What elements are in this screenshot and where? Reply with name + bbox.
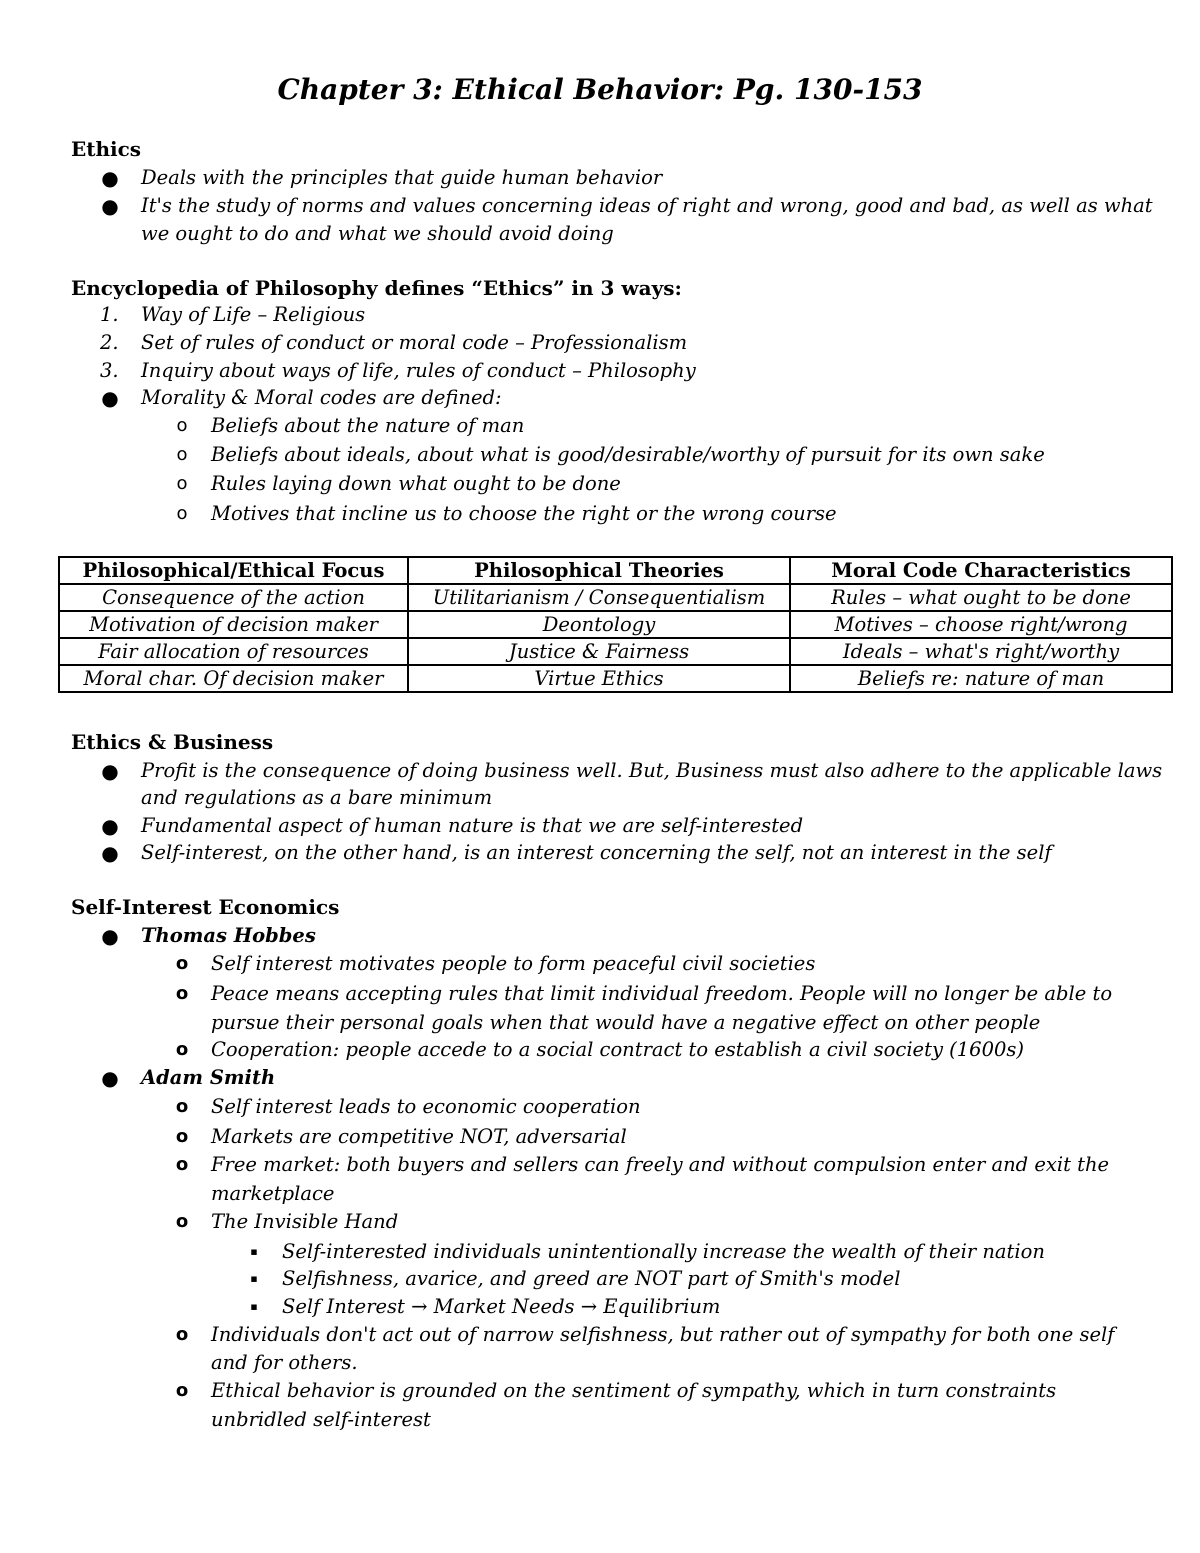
list-number: 2. [100,331,119,354]
sub-list-item: Individuals don't act out of narrow selfishness, but rather out of sympathy for both one self [211,1323,1115,1346]
sub-sub-list-item: Selfishness, avarice, and greed are NOT part of Smith's model [282,1267,901,1290]
column-header: Philosophical/Ethical Focus [59,557,408,584]
bullet-circle-icon: o [175,983,189,1004]
table-cell: Ideals – what's right/worthy [790,638,1172,665]
sub-list-item: Rules laying down what ought to be done [211,472,621,495]
table-cell: Beliefs re: nature of man [790,665,1172,692]
sub-list-item: Self interest leads to economic cooperation [211,1095,641,1118]
bullet-circle-icon: o [176,473,188,494]
bullet-circle-icon: o [175,1324,189,1345]
table-cell: Virtue Ethics [408,665,790,692]
list-item-hobbes: Thomas Hobbes [141,924,316,947]
bullet-circle-icon: o [175,1380,189,1401]
sub-list-item: Motives that incline us to choose the right or the wrong course [211,502,837,525]
section-heading-encyclopedia: Encyclopedia of Philosophy defines “Ethics” in 3 ways: [71,276,682,300]
page-title: Chapter 3: Ethical Behavior: Pg. 130-153 [277,73,923,106]
table-cell: Moral char. Of decision maker [59,665,408,692]
list-item: Self-interest, on the other hand, is an interest concerning the self, not an interest in the self [141,841,1052,864]
table-header-row [59,557,1172,584]
list-item: Set of rules of conduct or moral code – Professionalism [141,331,688,354]
bullet-circle-icon: o [175,1211,189,1232]
sub-list-item: Free market: both buyers and sellers can freely and without compulsion enter and exit the [211,1153,1110,1176]
table-row [59,638,1172,665]
bullet-circle-icon: o [176,415,188,436]
table-cell: Justice & Fairness [408,638,790,665]
list-item-continuation: and regulations as a bare minimum [141,786,493,809]
sub-list-item: Peace means accepting rules that limit individual freedom. People will no longer be able to [211,982,1113,1005]
bullet-circle-icon: o [176,444,188,465]
section-heading-ethics: Ethics [71,137,142,161]
sub-list-item: The Invisible Hand [211,1210,399,1233]
sub-list-item-continuation: marketplace [211,1182,335,1205]
ethics-theories-table [58,556,1173,693]
bullet-square-icon: ▪ [250,1272,258,1285]
bullet-circle-icon: o [175,953,189,974]
table-cell: Fair allocation of resources [59,638,408,665]
list-number: 3. [100,359,119,382]
table-row [59,611,1172,638]
bullet-disc-icon: ● [101,194,119,218]
section-heading-self-interest: Self-Interest Economics [71,895,340,919]
list-item-smith: Adam Smith [141,1066,276,1089]
sub-list-item-continuation: pursue their personal goals when that would have a negative effect on other people [211,1011,1041,1034]
bullet-disc-icon: ● [101,841,119,865]
sub-list-item: Markets are competitive NOT, adversarial [211,1125,627,1148]
bullet-disc-icon: ● [101,759,119,783]
bullet-circle-icon: o [175,1039,189,1060]
bullet-disc-icon: ● [101,386,119,410]
table-cell: Utilitarianism / Consequentialism [408,584,790,611]
list-item: Deals with the principles that guide human behavior [141,166,663,189]
bullet-square-icon: ▪ [250,1300,258,1313]
section-heading-ethics-business: Ethics & Business [71,730,274,754]
table-cell: Motives – choose right/wrong [790,611,1172,638]
sub-list-item: Beliefs about ideals, about what is good/desirable/worthy of pursuit for its own sake [211,443,1045,466]
bullet-circle-icon: o [176,503,188,524]
bullet-square-icon: ▪ [250,1245,258,1258]
table-cell: Rules – what ought to be done [790,584,1172,611]
sub-list-item: Self interest motivates people to form peaceful civil societies [211,952,816,975]
sub-list-item: Beliefs about the nature of man [211,414,525,437]
list-number: 1. [100,303,119,326]
list-item: Way of Life – Religious [141,303,366,326]
bullet-circle-icon: o [175,1126,189,1147]
list-item: Morality & Moral codes are defined: [141,386,502,409]
column-header: Philosophical Theories [408,557,790,584]
table-cell: Consequence of the action [59,584,408,611]
sub-sub-list-item: Self Interest → Market Needs → Equilibrium [282,1295,721,1318]
table-row [59,584,1172,611]
table-row [59,665,1172,692]
sub-list-item: Ethical behavior is grounded on the sentiment of sympathy, which in turn constraints [211,1379,1057,1402]
bullet-circle-icon: o [175,1154,189,1175]
sub-list-item-continuation: and for others. [211,1351,358,1374]
sub-list-item: Cooperation: people accede to a social contract to establish a civil society (1600s) [211,1038,1025,1061]
list-item: Profit is the consequence of doing business well. But, Business must also adhere to the applicable laws [141,759,1163,782]
list-item: Fundamental aspect of human nature is that we are self-interested [141,814,804,837]
table-cell: Motivation of decision maker [59,611,408,638]
bullet-disc-icon: ● [101,166,119,190]
list-item-continuation: we ought to do and what we should avoid doing [141,222,614,245]
sub-sub-list-item: Self-interested individuals unintentionally increase the wealth of their nation [282,1240,1045,1263]
table-cell: Deontology [408,611,790,638]
column-header: Moral Code Characteristics [790,557,1172,584]
bullet-disc-icon: ● [101,1066,119,1090]
list-item: Inquiry about ways of life, rules of conduct – Philosophy [141,359,696,382]
bullet-circle-icon: o [175,1096,189,1117]
bullet-disc-icon: ● [101,924,119,948]
list-item: It's the study of norms and values concerning ideas of right and wrong, good and bad, as well as what [141,194,1153,217]
sub-list-item-continuation: unbridled self-interest [211,1408,431,1431]
bullet-disc-icon: ● [101,814,119,838]
